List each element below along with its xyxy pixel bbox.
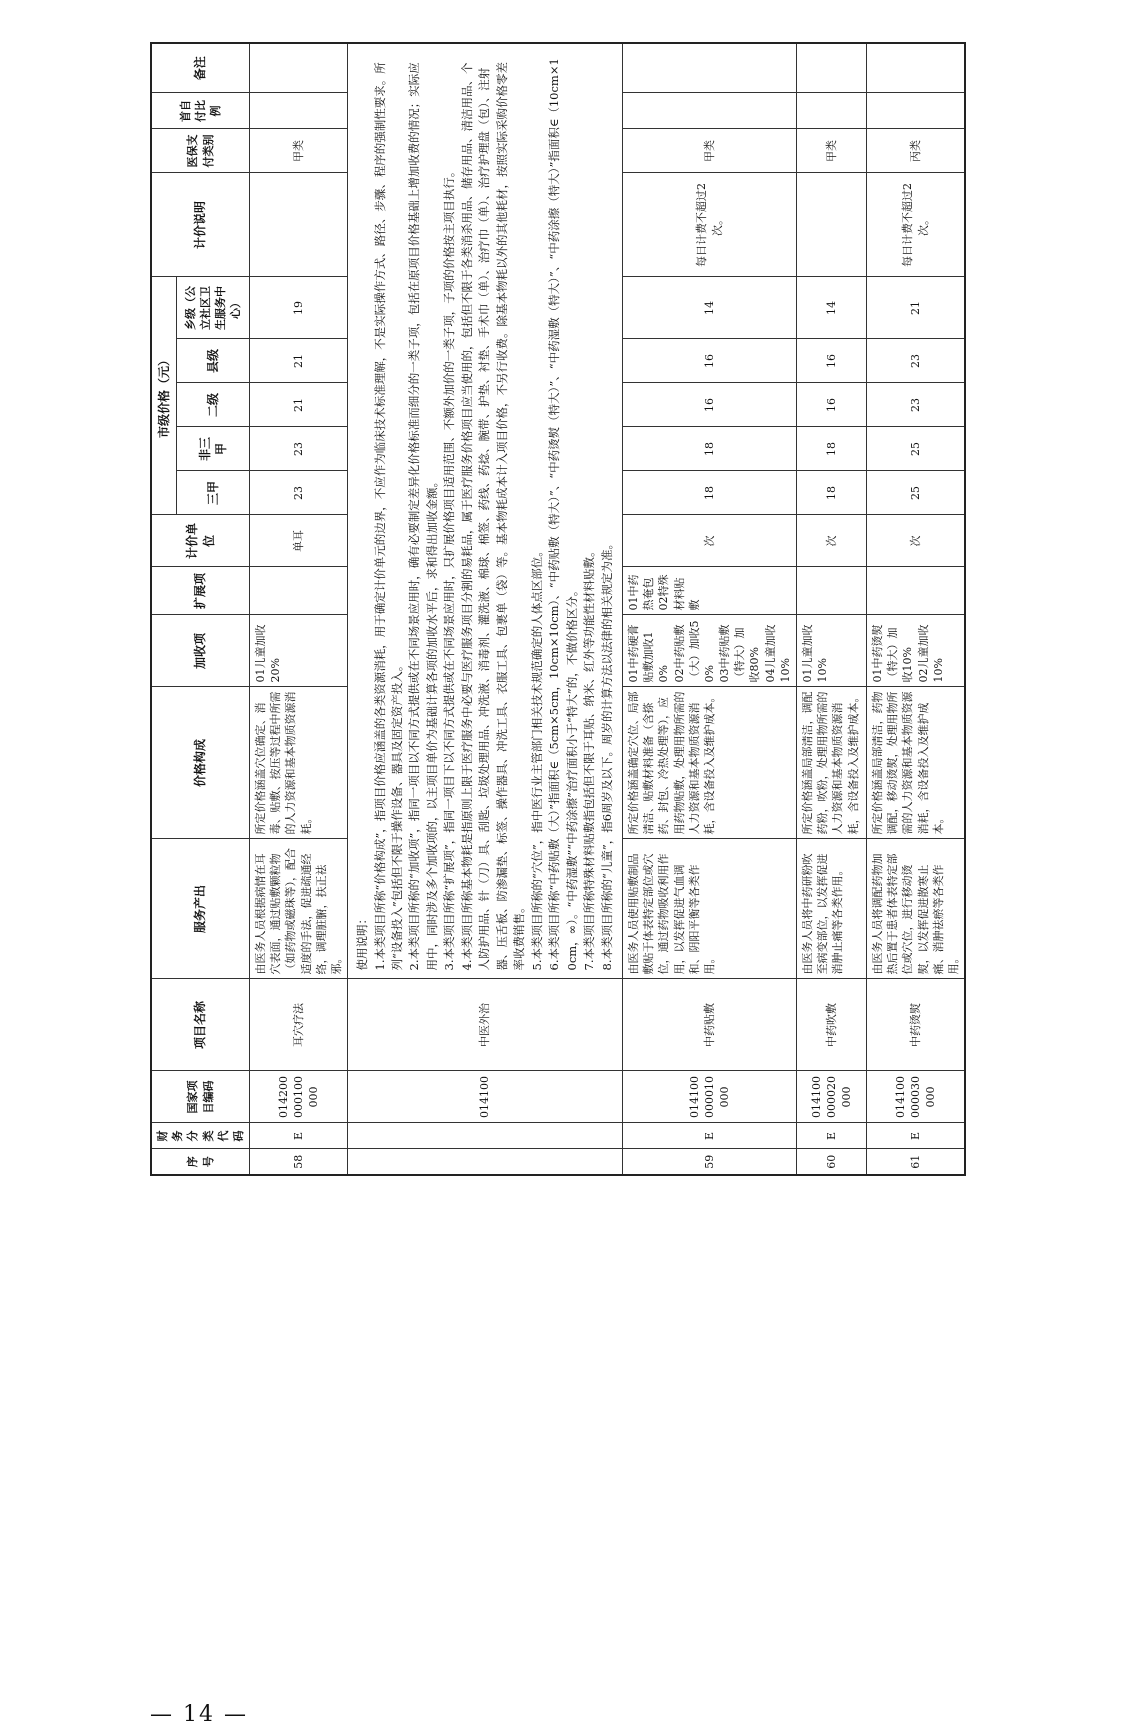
cell-price-tier2: 18	[623, 427, 797, 471]
cell-remark	[623, 43, 797, 93]
col-remark-header: 备注	[151, 43, 250, 93]
usage-note-line: 1.本类项目所称“价格构成”，指项目价格应涵盖的各类资源消耗，用于确定计价单元的边界，不应作为临床技术标准理解，不是实际操作方式、路径、步骤、程序的强制性要求。所列“设备投入”包括但不限于操作设备、器具及固定资产投入。	[372, 62, 404, 971]
cell-insurance: 甲类	[250, 129, 348, 173]
cell-item-name: 中药烫熨	[867, 979, 966, 1071]
extension-item: 01中药热奄包	[627, 574, 656, 611]
cell-price-tier1: 18	[623, 471, 797, 515]
cell-price-tier4: 23	[867, 339, 966, 383]
cell-national-code: 014100000010000	[623, 1071, 797, 1123]
col-seq-header: 序号	[151, 1149, 250, 1175]
cell-copay	[623, 93, 797, 129]
table-row	[623, 43, 797, 1175]
cell-price-tier1: 18	[797, 471, 867, 515]
cell-price-tier2: 23	[250, 427, 348, 471]
col-tier1-header: 三甲	[177, 471, 250, 515]
cell-price-tier5: 19	[250, 277, 348, 339]
medical-service-price-table	[150, 42, 966, 1176]
cell-seq: 58	[250, 1149, 348, 1175]
section-row	[348, 43, 623, 1175]
cell-fin-code: E	[867, 1123, 966, 1149]
cell-seq: 61	[867, 1149, 966, 1175]
cell-national-code: 014100000020000	[797, 1071, 867, 1123]
col-unit-header: 计价单位	[151, 515, 250, 567]
addon-item: 01中药烫熨（特大）加收10%	[871, 624, 915, 683]
cell-price-tier5: 14	[623, 277, 797, 339]
usage-note-line: 5.本类项目所称的“穴位”，指中医行业主管部门相关技术规范确定的人体点区部位。	[529, 545, 544, 971]
col-fin-code-header: 财务分类代码	[151, 1123, 250, 1149]
cell-national-code: 014200000100000	[250, 1071, 348, 1123]
cell-extension	[250, 567, 348, 615]
cell-national-code: 014100000030000	[867, 1071, 966, 1123]
col-item-name-header: 项目名称	[151, 979, 250, 1071]
cell-service-output: 由医务人员使用贴敷制品敷贴于体表特定部位或穴位，通过药物吸收利用作用，以发挥促进气血调和、阴阳平衡等各类作用。	[623, 839, 797, 979]
cell-insurance: 丙类	[867, 129, 966, 173]
cell-addon	[250, 615, 348, 687]
cell-price-tier4: 16	[623, 339, 797, 383]
cell-fin-code	[348, 1123, 623, 1149]
cell-service-output: 由医务人员将调配药物加热后置于患者体表特定部位或穴位，进行移动烫熨，以发挥促进散寒止痛、消肿祛瘀等各类作用。	[867, 839, 966, 979]
addon-item: 04儿童加收10%	[763, 624, 792, 683]
cell-price-tier5: 14	[797, 277, 867, 339]
cell-addon	[867, 615, 966, 687]
cell-unit: 单耳	[250, 515, 348, 567]
cell-price-tier2: 18	[797, 427, 867, 471]
page-number: — 14 —	[150, 1702, 248, 1727]
cell-pricing-note	[797, 173, 867, 277]
cell-addon	[623, 615, 797, 687]
cell-item-name: 中医外治	[348, 979, 623, 1071]
addon-item: 03中药贴敷（特大）加收80%	[718, 624, 762, 683]
cell-pricing-note: 每日计费不超过2次。	[867, 173, 966, 277]
cell-item-name: 中药贴敷	[623, 979, 797, 1071]
usage-note-line: 使用说明：	[355, 913, 370, 971]
cell-price-composition: 所定价格涵盖局部清洁，药物调配，移动烫熨，处理用物所需的人力资源和基本物质资源消耗，含设备投入及维护成本。	[867, 687, 966, 839]
table-row	[797, 43, 867, 1175]
cell-remark	[867, 43, 966, 93]
rotated-fee-table-container	[150, 56, 960, 1176]
cell-copay	[250, 93, 348, 129]
col-national-code-header: 国家项目编码	[151, 1071, 250, 1123]
cell-seq: 60	[797, 1149, 867, 1175]
cell-extension	[623, 567, 797, 615]
col-service-output-header: 服务产出	[151, 839, 250, 979]
cell-remark	[797, 43, 867, 93]
col-tier2-header: 非三甲	[177, 427, 250, 471]
cell-price-tier3: 16	[623, 383, 797, 427]
cell-extension	[797, 567, 867, 615]
cell-price-tier3: 21	[250, 383, 348, 427]
cell-extension	[867, 567, 966, 615]
cell-price-composition: 所定价格涵盖穴位确定、消毒、贴敷、按压等过程中所需的人力资源和基本物质资源消耗。	[250, 687, 348, 839]
cell-price-composition: 所定价格涵盖确定穴位、局部清洁、贴敷材料准备（含搽药、封包、冷热处理等），应用药物贴敷，处理用物所需的人力资源和基本物质资源消耗，含设备投入及维护成本。	[623, 687, 797, 839]
col-price-composition-header: 价格构成	[151, 687, 250, 839]
cell-price-tier3: 23	[867, 383, 966, 427]
cell-fin-code: E	[623, 1123, 797, 1149]
cell-unit: 次	[797, 515, 867, 567]
cell-fin-code: E	[797, 1123, 867, 1149]
cell-pricing-note	[250, 173, 348, 277]
col-extension-header: 扩展项	[151, 567, 250, 615]
col-insurance-header: 医保支付类别	[151, 129, 250, 173]
col-tier3-header: 二级	[177, 383, 250, 427]
cell-price-tier2: 25	[867, 427, 966, 471]
usage-note-line: 4.本类项目所称基本物耗是指原则上限于医疗服务中必要与医疗服务项目分割的易耗品，属于医疗服务价格项目应当使用的，包括但不限于各类消杀用品、储存用品、清洁用品、个人防护用品、针（刀）具、刮匙、垃圾处理用品、冲洗液、消毒剂、灌洗液、棉球、棉签、药线、药捻、腕带、护垫、衬垫、手术巾（单）、治疗巾（单）、治疗护理盘（包）、注射器、压舌板、防渗漏垫、标签、操作器具、冲洗工具、衣服工具、包裹单（袋）等。基本物耗成本计入项目价格，不另行收费。除基本物耗以外的其他耗材，按照实际采购价格零差率收费销售。	[459, 62, 527, 971]
cell-seq: 59	[623, 1149, 797, 1175]
cell-pricing-note: 每日计费不超过2次。	[623, 173, 797, 277]
usage-note-line: 2.本类项目所称的“加收项”，指同一项目以不同方式提供或在不同场景应用时，确有必要制定差异化价格标准而细分的一类子项，包括在原项目价格基础上增加收费的情况；实际应用中，同时涉及多个加收项的，以主项目单价为基础计算各项的加收水平后，求和得出加收金额。	[407, 62, 439, 971]
header-row-1	[151, 43, 177, 1175]
addon-item: 01中药硬膏贴敷加收10%	[627, 624, 671, 683]
cell-price-tier4: 16	[797, 339, 867, 383]
col-addon-header: 加收项	[151, 615, 250, 687]
col-pricing-note-header: 计价说明	[151, 173, 250, 277]
table-row	[867, 43, 966, 1175]
cell-price-tier4: 21	[250, 339, 348, 383]
cell-item-name: 中药吹敷	[797, 979, 867, 1071]
cell-insurance: 甲类	[797, 129, 867, 173]
cell-price-composition: 所定价格涵盖局部清洁，调配药粉，吹粉，处理用物所需的人力资源和基本物质资源消耗，含设备投入及维护成本。	[797, 687, 867, 839]
cell-fin-code: E	[250, 1123, 348, 1149]
cell-addon	[797, 615, 867, 687]
cell-service-output: 由医务人员根据病情在耳穴表面，通过贴敷颗粒物（如药物或磁珠等），配合适度的手法，促进疏通经络，调理脏腑，扶正祛邪。	[250, 839, 348, 979]
addon-item: 02中药贴敷（大）加收50%	[672, 620, 716, 683]
col-copay-header: 首自付比例	[151, 93, 250, 129]
usage-note-line: 7.本类项目所称特殊材料贴敷指包括但不限于耳贴、纳米、红外等功能性材料贴敷。	[582, 545, 597, 971]
usage-note-line: 3.本类项目所称“扩展项”，指同一项目下以不同方式提供或在不同场景应用时，只扩展价格项目适用范围、不额外加价的一类子项，子项的价格按主项目执行。	[442, 165, 457, 971]
cell-price-tier1: 23	[250, 471, 348, 515]
table-row	[250, 43, 348, 1175]
cell-insurance: 甲类	[623, 129, 797, 173]
col-tier5-header: 乡级（公立社区卫生服务中心）	[177, 277, 250, 339]
usage-note-line: 8.本类项目所称的“儿童”，指6周岁及以下。周岁的计算方法以法律的相关规定为准。	[599, 537, 614, 971]
usage-note-line: 6.本类项目所称“中药贴敷（大）”指面积∈（5cm×5cm，10cm×10cm）、“中药贴敷（特大）”、“中药烫熨（特大）”、“中药湿敷（特大）”、“中药涂擦（特大）”指面积∈（10cm×10cm，∞）。“中药湿敷”“中药涂擦”治疗面积小于“特大”的，不做价格区分。	[547, 58, 579, 971]
cell-copay	[867, 93, 966, 129]
cell-unit: 次	[867, 515, 966, 567]
cell-unit: 次	[623, 515, 797, 567]
col-tier4-header: 县级	[177, 339, 250, 383]
cell-price-tier5: 21	[867, 277, 966, 339]
addon-item: 01儿童加收20%	[254, 624, 283, 683]
extension-item: 02特殊材料贴敷	[657, 574, 701, 611]
addon-item: 02儿童加收10%	[916, 624, 945, 683]
addon-item: 01儿童加收10%	[801, 624, 830, 683]
cell-national-code: 014100	[348, 1071, 623, 1123]
cell-price-tier3: 16	[797, 383, 867, 427]
cell-price-tier1: 25	[867, 471, 966, 515]
col-city-price-header: 市级价格（元）	[151, 277, 177, 515]
cell-remark	[250, 43, 348, 93]
cell-item-name: 耳穴疗法	[250, 979, 348, 1071]
cell-seq	[348, 1149, 623, 1175]
usage-notes	[348, 43, 623, 979]
cell-service-output: 由医务人员将中药研粉吹至病变部位，以发挥促进消肿止痛等各类作用。	[797, 839, 867, 979]
cell-copay	[797, 93, 867, 129]
